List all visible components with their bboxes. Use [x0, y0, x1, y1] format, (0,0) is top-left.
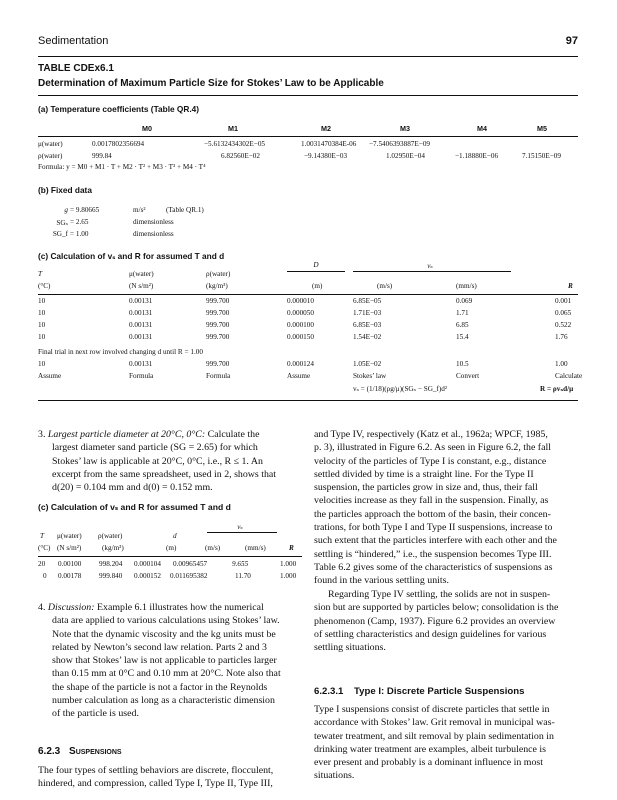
final-line: hindered, and compression, called Type I, Type II, Type III, — [38, 778, 273, 790]
col-m0: M0 — [142, 124, 152, 133]
cell: 6.85 — [456, 321, 469, 329]
p3-line: d(20) = 0.104 mm and d(0) = 0.152 mm. — [52, 482, 213, 494]
col-m3: M3 — [400, 124, 410, 133]
sec-b-title: (b) Fixed data — [38, 185, 92, 195]
cell: 0.000152 — [134, 572, 161, 580]
head-unit: (mm/s) — [456, 282, 477, 290]
subtable-title: (c) Calculation of vₛ and R for assumed T and d — [38, 502, 231, 512]
subtable-rule — [38, 556, 302, 557]
head: (mm/s) — [245, 544, 266, 552]
head: R — [289, 544, 294, 552]
cell: 6.85E−03 — [353, 321, 382, 329]
cell: 0.069 — [456, 297, 473, 305]
cell: 1.02950E−04 — [386, 152, 425, 160]
line: Table 6.2 gives some of the characteristics of suspensions as — [314, 561, 553, 573]
cell: 10 — [38, 360, 46, 368]
head-t: T — [38, 270, 42, 278]
head: ρ(water) — [98, 532, 123, 540]
p3-line: excerpt from the same spreadsheet, used in 2, shows that — [52, 468, 277, 480]
unit: m/s² — [133, 206, 146, 214]
head-unit: (N s/m²) — [129, 282, 154, 290]
group-vs-label: vₛ — [427, 262, 433, 270]
right-p1 — [314, 428, 578, 588]
p3-num: 3. — [38, 429, 46, 440]
sec-a-title: (a) Temperature coefficients (Table QR.4) — [38, 104, 200, 114]
cell: 999.700 — [206, 360, 230, 368]
formula-r: R = ρvₛd/μ — [540, 385, 574, 393]
cell: 20 — [38, 560, 46, 568]
value: = 2.65 — [70, 218, 89, 226]
cell: 0 — [43, 572, 47, 580]
line: settled divided by time is a straight line. For the Type II — [314, 468, 534, 480]
table-title: Determination of Maximum Particle Size for Stokes’ Law to be Applicable — [38, 78, 384, 89]
cell: 999.840 — [99, 572, 123, 580]
head: (kg/m³) — [102, 544, 124, 552]
cell: 1.71 — [456, 309, 469, 317]
cell: 0.00131 — [129, 360, 153, 368]
cell: 1.54E−02 — [353, 333, 382, 341]
note: (Table QR.1) — [166, 206, 204, 214]
left-final-paragraph — [38, 764, 302, 791]
line: suspension, the particles grow in size and, thus, their fall — [314, 482, 538, 494]
col-m2: M2 — [321, 124, 331, 133]
cell: 10 — [38, 297, 46, 305]
left-p4 — [38, 601, 302, 721]
cell: 0.000150 — [287, 333, 314, 341]
p4-line: Example 6.1 illustrates how the numerical — [96, 602, 264, 613]
cell: −7.5406393887E−09 — [369, 140, 431, 148]
left-p3 — [38, 428, 302, 494]
section-title: Type I: Discrete Particle Suspensions — [354, 686, 525, 697]
cell: −1.18880E−06 — [455, 152, 499, 160]
cell: 1.00 — [555, 360, 568, 368]
symbol: SG_f — [52, 230, 68, 238]
head-unit: (m) — [312, 282, 323, 290]
cell: Calculate — [555, 372, 583, 380]
cell: 999.700 — [206, 309, 230, 317]
final-line: The four types of settling behaviors are discrete, flocculent, — [38, 765, 274, 776]
head: T — [40, 532, 44, 540]
cell: 0.000010 — [287, 297, 314, 305]
cell: 1.76 — [555, 333, 568, 341]
right-p2 — [314, 588, 578, 654]
sec-c-title: (c) Calculation of vₛ and R for assumed T and d — [38, 251, 225, 261]
p4-line: the shape of the particle is not a factor in the Reynolds — [52, 681, 268, 693]
cell: 999.84 — [92, 152, 112, 160]
cell: −9.14380E−03 — [304, 152, 348, 160]
line: the particles approach the bottom of the basin, their concen- — [314, 508, 551, 520]
line: tewater treatment, and silt removal by plain sedimentation in — [314, 730, 554, 742]
cell: 6.85E−05 — [353, 297, 382, 305]
cell: 0.00100 — [58, 560, 82, 568]
p3-lead: Largest particle diameter at 20°C, 0°C: — [47, 429, 206, 440]
cell: 0.001 — [555, 297, 572, 305]
line: drinking water treatment are examples, albeit turbulence is — [314, 743, 546, 755]
head-unit: (m/s) — [377, 282, 393, 290]
group-d-rule — [287, 271, 345, 272]
running-title: Sedimentation — [38, 35, 109, 47]
table-label: TABLE CDEx6.1 — [38, 63, 114, 74]
head: d — [173, 532, 177, 540]
cell: 999.700 — [206, 297, 230, 305]
head: (N s/m²) — [57, 544, 82, 552]
line: phenomenon (Camp, 1937). Figure 6.2 provides an overview — [314, 615, 556, 627]
unit: dimensionless — [133, 218, 174, 226]
p4-line: of the particle is used. — [52, 708, 139, 720]
subtable-group-rule — [207, 532, 277, 533]
head: (m) — [166, 544, 177, 552]
final-trial-note: Final trial in next row involved changing d until R = 1.00 — [38, 348, 203, 356]
line: settling is “hindered,” i.e., the suspension becomes Type III. — [314, 548, 552, 560]
section-number: 6.2.3 — [38, 746, 61, 757]
cell: 999.700 — [206, 333, 230, 341]
line: sion but are supported by particles below; consolidation is the — [314, 602, 559, 614]
p4-line: Note that the dynamic viscosity and the kg units must be — [52, 628, 276, 640]
col-m1: M1 — [228, 124, 238, 133]
cell: 0.0017802356694 — [92, 140, 145, 148]
cell: Stokes’ law — [353, 372, 387, 380]
cell: 0.000050 — [287, 309, 314, 317]
table-bottom-rule — [38, 400, 578, 401]
row-label: ρ(water) — [38, 152, 63, 160]
cell: 1.000 — [280, 560, 297, 568]
cell: 10 — [38, 321, 46, 329]
formula-vs: vₛ = (1/18)(ρg/μ)(SGₛ − SG_f)d² — [353, 385, 448, 393]
sec-c-rule — [38, 294, 578, 295]
p4-line: show that Stokes’ law is not applicable to particles larger — [52, 655, 277, 667]
cell: Formula — [129, 372, 154, 380]
cell: 0.011695382 — [170, 572, 208, 580]
cell: Convert — [456, 372, 480, 380]
line: velocities increase as they fall in the suspension. Finally, as — [314, 495, 549, 507]
line: such extent that the particles interfere with each other and the — [314, 535, 557, 547]
line: Type I suspensions consist of discrete particles that settle in — [314, 704, 550, 715]
head-rho: ρ(water) — [206, 270, 231, 278]
cell: 6.82560E−02 — [221, 152, 260, 160]
p3-line: Stokes’ law is applicable at 20°C, 0°C, i.e., R ≤ 1. An — [52, 455, 263, 467]
subtable-group-vs: vₛ — [237, 523, 243, 531]
cell: 1.71E−03 — [353, 309, 382, 317]
sec-a-rule — [38, 136, 578, 137]
cell: −5.6132434302E−05 — [204, 140, 266, 148]
cell: 7.15150E−09 — [522, 152, 561, 160]
line: ever present and probably is a dominant influence in most — [314, 757, 543, 769]
cell: 1.05E−02 — [353, 360, 382, 368]
cell: 0.00131 — [129, 297, 153, 305]
line: accordance with Stokes’ law. Grit removal in municipal was- — [314, 717, 555, 729]
cell: Formula — [206, 372, 231, 380]
col-m4: M4 — [477, 124, 487, 133]
line: trations, for both Type I and Type II suspensions, increase to — [314, 522, 553, 534]
p3-line: largest diameter sand particle (SG = 2.65) for which — [52, 442, 258, 454]
line: situations. — [314, 770, 355, 782]
cell: Assume — [38, 372, 62, 380]
line: velocity of the particles of Type I is constant, e.g., distance — [314, 455, 547, 467]
cell: 11.70 — [235, 572, 251, 580]
head: μ(water) — [57, 532, 82, 540]
sec-a-formula: Formula: y = M0 + M1 · T + M2 · T² + M3 · T³ + M4 · T⁴ — [38, 163, 206, 171]
head-mu: μ(water) — [129, 270, 154, 278]
cell: 1.000 — [280, 572, 297, 580]
cell: 998.204 — [99, 560, 123, 568]
line: of settling characteristics and design guidelines for various — [314, 628, 547, 640]
caption-rule — [38, 95, 578, 96]
cell: 0.000104 — [134, 560, 161, 568]
cell: 10.5 — [456, 360, 469, 368]
p3-line: Calculate the — [207, 429, 260, 440]
page-number: 97 — [565, 35, 578, 47]
head-unit: (°C) — [38, 282, 51, 290]
group-vs-rule — [353, 271, 511, 272]
p4-num: 4. — [38, 602, 46, 613]
line: Regarding Type IV settling, the solids are not in suspen- — [328, 589, 551, 600]
symbol: SGₛ — [56, 219, 68, 227]
cell: 0.00131 — [129, 333, 153, 341]
cell: 0.522 — [555, 321, 572, 329]
cell: 0.065 — [555, 309, 572, 317]
line: settling situations. — [314, 642, 386, 654]
p4-line: number calculation as long as a characteristic dimension — [52, 695, 275, 707]
unit: dimensionless — [133, 230, 174, 238]
cell: 10 — [38, 333, 46, 341]
head-unit: (kg/m³) — [206, 282, 228, 290]
p4-lead: Discussion: — [47, 602, 95, 613]
value: = 1.00 — [70, 230, 89, 238]
cell: 0.00178 — [58, 572, 82, 580]
line: and Type IV, respectively (Katz et al., 1962a; WPCF, 1985, — [314, 429, 548, 440]
group-d-label: D — [313, 261, 319, 269]
cell: 15.4 — [456, 333, 469, 341]
p4-line: than 0.15 mm at 0°C and 0.10 mm at 20°C. Note also that — [52, 668, 281, 680]
p4-line: related by Newton’s second law relation. Parts 2 and 3 — [52, 641, 267, 653]
value: = 9.80665 — [70, 206, 100, 214]
section-heading-6231 — [314, 686, 524, 697]
section-title: Suspensions — [69, 746, 122, 757]
head: (m/s) — [205, 544, 221, 552]
head-r: R — [568, 282, 573, 290]
cell: 9.655 — [232, 560, 249, 568]
section-number: 6.2.3.1 — [314, 686, 344, 697]
head: (°C) — [38, 544, 51, 552]
cell: 0.000124 — [287, 360, 314, 368]
symbol: g — [64, 206, 68, 214]
section-heading-623 — [38, 746, 122, 757]
cell: 0.000100 — [287, 321, 314, 329]
cell: 999.700 — [206, 321, 230, 329]
col-m5: M5 — [537, 124, 547, 133]
cell: 1.0031470384E-06 — [301, 140, 357, 148]
right-p3 — [314, 703, 578, 783]
table-top-rule — [38, 56, 578, 57]
line: found in the various settling units. — [314, 575, 449, 587]
row-label: μ(water) — [38, 140, 63, 148]
p4-line: data are applied to various calculations using Stokes’ law. — [52, 615, 280, 627]
cell: Assume — [287, 372, 311, 380]
cell: 0.00965457 — [173, 560, 208, 568]
cell: 10 — [38, 309, 46, 317]
cell: 0.00131 — [129, 321, 153, 329]
cell: 0.00131 — [129, 309, 153, 317]
line: p. 3), illustrated in Figure 6.2. As seen in Figure 6.2, the fall — [314, 442, 551, 454]
